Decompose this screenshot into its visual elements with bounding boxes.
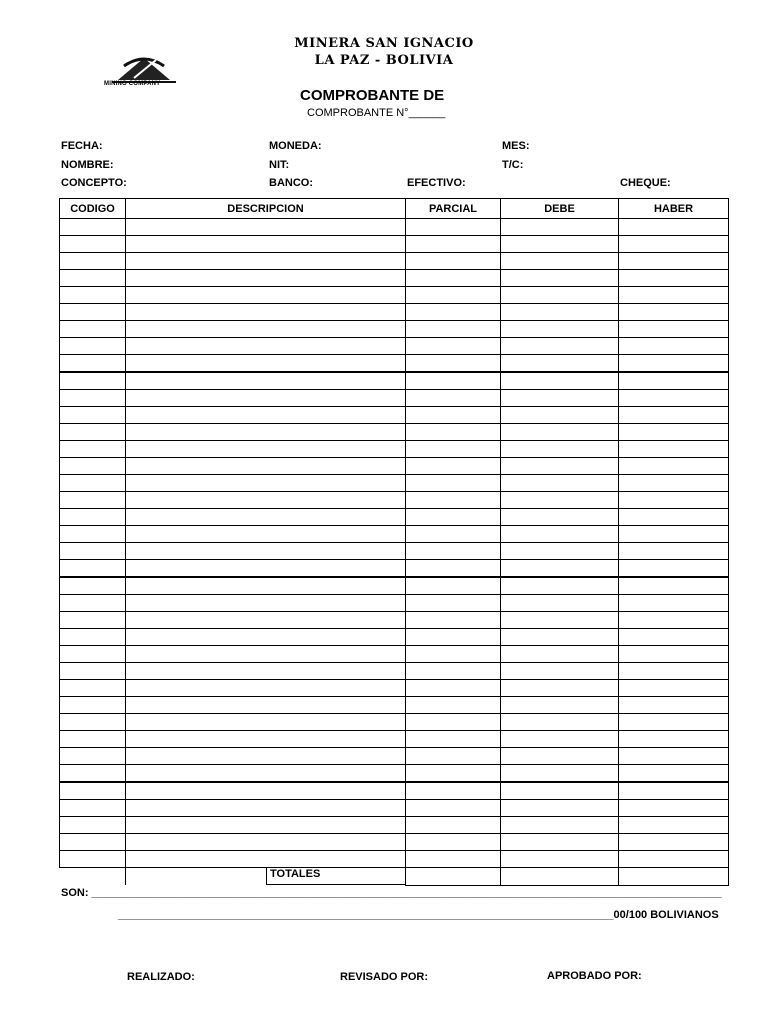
accounting-table [59, 198, 729, 886]
table-cell[interactable] [406, 817, 501, 834]
table-row[interactable] [60, 800, 729, 817]
table-cell[interactable] [619, 407, 729, 424]
table-cell[interactable] [619, 304, 729, 321]
table-cell[interactable] [406, 458, 501, 475]
table-cell[interactable] [60, 458, 126, 475]
table-cell[interactable] [126, 560, 406, 578]
table-cell[interactable] [501, 372, 619, 390]
table-cell[interactable] [501, 612, 619, 629]
table-cell[interactable] [60, 355, 126, 373]
table-row[interactable] [60, 219, 729, 236]
col-parcial: PARCIAL [406, 199, 501, 219]
table-cell[interactable] [501, 509, 619, 526]
table-cell[interactable] [406, 714, 501, 731]
table-cell[interactable] [60, 407, 126, 424]
table-cell[interactable] [406, 782, 501, 800]
table-cell[interactable] [501, 270, 619, 287]
table-cell[interactable] [619, 492, 729, 509]
table-row[interactable] [60, 458, 729, 475]
table-cell[interactable] [619, 270, 729, 287]
table-cell[interactable] [126, 424, 406, 441]
table-row[interactable] [60, 441, 729, 458]
table-row[interactable] [60, 765, 729, 783]
table-cell[interactable] [501, 390, 619, 407]
table-cell[interactable] [126, 526, 406, 543]
banco-label: BANCO: [269, 177, 313, 189]
table-cell[interactable] [406, 219, 501, 236]
table-row[interactable] [60, 714, 729, 731]
table-cell[interactable] [406, 304, 501, 321]
table-cell[interactable] [501, 782, 619, 800]
table-cell[interactable] [501, 765, 619, 783]
logo-caption: MINING COMPANY [104, 81, 161, 87]
table-cell[interactable] [126, 236, 406, 253]
table-cell[interactable] [126, 543, 406, 560]
amount-words-line: _________________________________________________________________________________00/100 BOLIVIANOS [118, 909, 719, 921]
table-cell[interactable] [60, 646, 126, 663]
table-cell[interactable] [619, 800, 729, 817]
table-cell[interactable] [501, 492, 619, 509]
table-cell[interactable] [406, 338, 501, 355]
fecha-label: FECHA: [61, 140, 103, 152]
table-cell[interactable] [619, 526, 729, 543]
table-cell[interactable] [501, 287, 619, 304]
table-cell[interactable] [619, 543, 729, 560]
table-cell[interactable] [501, 458, 619, 475]
table-cell[interactable] [501, 441, 619, 458]
table-cell[interactable] [60, 287, 126, 304]
table-cell[interactable] [619, 355, 729, 373]
table-cell[interactable] [60, 629, 126, 646]
table-cell[interactable] [406, 800, 501, 817]
table-row[interactable] [60, 407, 729, 424]
table-cell[interactable] [501, 731, 619, 748]
table-cell[interactable] [126, 595, 406, 612]
table-cell[interactable] [126, 577, 406, 595]
table-cell[interactable] [126, 338, 406, 355]
table-cell[interactable] [619, 321, 729, 338]
table-cell[interactable] [60, 509, 126, 526]
table-cell[interactable] [406, 612, 501, 629]
table-cell[interactable] [60, 492, 126, 509]
table-cell[interactable] [126, 321, 406, 338]
table-cell[interactable] [60, 782, 126, 800]
col-debe: DEBE [501, 199, 619, 219]
table-cell[interactable] [126, 287, 406, 304]
table-cell[interactable] [126, 253, 406, 270]
table-cell[interactable] [501, 338, 619, 355]
table-cell[interactable] [406, 492, 501, 509]
table-cell[interactable] [501, 817, 619, 834]
table-cell[interactable] [60, 424, 126, 441]
table-cell[interactable] [619, 595, 729, 612]
table-cell[interactable] [501, 646, 619, 663]
col-descripcion: DESCRIPCION [126, 199, 406, 219]
table-cell[interactable] [126, 834, 406, 851]
table-row[interactable] [60, 253, 729, 270]
table-cell[interactable] [406, 509, 501, 526]
table-cell[interactable] [501, 834, 619, 851]
table-cell[interactable] [126, 851, 406, 868]
table-cell[interactable] [60, 851, 126, 868]
table-row[interactable] [60, 577, 729, 595]
table-cell[interactable] [60, 595, 126, 612]
table-cell[interactable] [126, 390, 406, 407]
totals-cell[interactable] [619, 868, 729, 886]
table-cell[interactable] [619, 629, 729, 646]
table-row[interactable] [60, 663, 729, 680]
table-cell[interactable] [619, 817, 729, 834]
table-row[interactable] [60, 321, 729, 338]
table-cell[interactable] [406, 680, 501, 697]
table-cell[interactable] [126, 765, 406, 783]
table-cell[interactable] [60, 253, 126, 270]
table-cell[interactable] [501, 321, 619, 338]
table-cell[interactable] [619, 731, 729, 748]
totals-label-cell [126, 868, 406, 886]
table-cell[interactable] [60, 663, 126, 680]
mes-label: MES: [502, 140, 530, 152]
efectivo-label: EFECTIVO: [407, 177, 466, 189]
table-cell[interactable] [60, 543, 126, 560]
table-cell[interactable] [126, 492, 406, 509]
table-cell[interactable] [126, 646, 406, 663]
table-row[interactable] [60, 629, 729, 646]
table-cell[interactable] [406, 287, 501, 304]
table-cell[interactable] [406, 424, 501, 441]
table-row[interactable] [60, 424, 729, 441]
table-cell[interactable] [501, 663, 619, 680]
table-cell[interactable] [60, 526, 126, 543]
totals-cell[interactable] [406, 868, 501, 886]
table-cell[interactable] [60, 680, 126, 697]
table-row[interactable] [60, 287, 729, 304]
totals-cell[interactable] [501, 868, 619, 886]
moneda-label: MONEDA: [269, 140, 322, 152]
table-row[interactable] [60, 748, 729, 765]
table-row[interactable] [60, 492, 729, 509]
table-cell[interactable] [126, 748, 406, 765]
table-cell[interactable] [126, 458, 406, 475]
table-cell[interactable] [60, 441, 126, 458]
table-row[interactable] [60, 697, 729, 714]
concepto-label: CONCEPTO: [61, 177, 127, 189]
table-cell[interactable] [126, 407, 406, 424]
table-header-row [60, 199, 729, 219]
table-cell[interactable] [501, 560, 619, 578]
table-row[interactable] [60, 236, 729, 253]
company-location: LA PAZ - BOLIVIA [314, 53, 454, 68]
table-cell[interactable] [406, 253, 501, 270]
table-cell[interactable] [60, 338, 126, 355]
table-cell[interactable] [619, 372, 729, 390]
table-cell[interactable] [126, 663, 406, 680]
company-logo [104, 52, 184, 100]
table-cell[interactable] [619, 765, 729, 783]
table-cell[interactable] [406, 441, 501, 458]
table-cell[interactable] [619, 646, 729, 663]
table-cell[interactable] [619, 782, 729, 800]
table-cell[interactable] [406, 765, 501, 783]
table-cell[interactable] [60, 560, 126, 578]
table-cell[interactable] [126, 697, 406, 714]
table-cell[interactable] [60, 270, 126, 287]
table-cell[interactable] [501, 714, 619, 731]
table-row[interactable] [60, 509, 729, 526]
table-cell[interactable] [126, 441, 406, 458]
totals-row [60, 868, 729, 886]
realizado-label: REALIZADO: [127, 971, 195, 983]
table-cell[interactable] [60, 372, 126, 390]
nit-label: NIT: [269, 159, 290, 171]
table-cell[interactable] [619, 680, 729, 697]
table-cell[interactable] [501, 236, 619, 253]
table-cell[interactable] [501, 304, 619, 321]
table-cell[interactable] [406, 697, 501, 714]
table-row[interactable] [60, 834, 729, 851]
table-cell[interactable] [60, 236, 126, 253]
table-cell[interactable] [619, 560, 729, 578]
table-row[interactable] [60, 270, 729, 287]
table-cell[interactable] [406, 595, 501, 612]
table-cell[interactable] [501, 748, 619, 765]
table-cell[interactable] [501, 595, 619, 612]
table-cell[interactable] [126, 355, 406, 373]
pickaxe-icon [104, 52, 184, 84]
table-row[interactable] [60, 304, 729, 321]
voucher-number: COMPROBANTE N°______ [307, 107, 446, 119]
table-cell[interactable] [406, 748, 501, 765]
table-row[interactable] [60, 390, 729, 407]
table-cell[interactable] [619, 219, 729, 236]
table-row[interactable] [60, 646, 729, 663]
revisado-label: REVISADO POR: [340, 971, 429, 983]
table-cell[interactable] [406, 851, 501, 868]
table-cell[interactable] [619, 475, 729, 492]
table-cell[interactable] [619, 697, 729, 714]
table-cell[interactable] [126, 731, 406, 748]
table-cell[interactable] [60, 834, 126, 851]
table-cell[interactable] [406, 236, 501, 253]
table-cell[interactable] [60, 697, 126, 714]
table-cell[interactable] [619, 441, 729, 458]
table-cell[interactable] [126, 612, 406, 629]
table-cell[interactable] [501, 526, 619, 543]
table-cell[interactable] [619, 287, 729, 304]
table-cell[interactable] [619, 338, 729, 355]
table-cell[interactable] [126, 817, 406, 834]
table-cell[interactable] [126, 372, 406, 390]
table-cell[interactable] [406, 577, 501, 595]
table-cell[interactable] [60, 475, 126, 492]
nombre-label: NOMBRE: [61, 159, 114, 171]
table-cell[interactable] [60, 304, 126, 321]
table-cell[interactable] [406, 321, 501, 338]
table-cell[interactable] [619, 390, 729, 407]
table-cell[interactable] [60, 800, 126, 817]
table-cell[interactable] [126, 680, 406, 697]
table-cell[interactable] [406, 646, 501, 663]
table-row[interactable] [60, 851, 729, 868]
table-cell[interactable] [619, 509, 729, 526]
table-cell[interactable] [619, 236, 729, 253]
table-cell[interactable] [406, 543, 501, 560]
table-row[interactable] [60, 680, 729, 697]
totals-blank [60, 868, 126, 886]
table-cell[interactable] [619, 851, 729, 868]
table-row[interactable] [60, 526, 729, 543]
table-cell[interactable] [406, 834, 501, 851]
table-cell[interactable] [501, 577, 619, 595]
table-cell[interactable] [501, 697, 619, 714]
document-title: COMPROBANTE DE [300, 87, 445, 104]
table-row[interactable] [60, 338, 729, 355]
table-cell[interactable] [406, 390, 501, 407]
table-cell[interactable] [406, 663, 501, 680]
table-cell[interactable] [619, 663, 729, 680]
table-row[interactable] [60, 475, 729, 492]
table-cell[interactable] [501, 680, 619, 697]
table-cell[interactable] [406, 270, 501, 287]
table-cell[interactable] [60, 390, 126, 407]
table-cell[interactable] [619, 714, 729, 731]
table-cell[interactable] [619, 577, 729, 595]
table-cell[interactable] [60, 817, 126, 834]
table-row[interactable] [60, 731, 729, 748]
table-cell[interactable] [501, 407, 619, 424]
table-cell[interactable] [501, 475, 619, 492]
table-row[interactable] [60, 817, 729, 834]
table-cell[interactable] [406, 475, 501, 492]
table-row[interactable] [60, 782, 729, 800]
table-cell[interactable] [126, 475, 406, 492]
table-cell[interactable] [406, 731, 501, 748]
table-cell[interactable] [406, 355, 501, 373]
table-cell[interactable] [501, 629, 619, 646]
table-row[interactable] [60, 560, 729, 578]
table-cell[interactable] [60, 219, 126, 236]
table-cell[interactable] [619, 458, 729, 475]
table-row[interactable] [60, 372, 729, 390]
table-cell[interactable] [406, 560, 501, 578]
company-name: MINERA SAN IGNACIO [294, 36, 474, 51]
table-cell[interactable] [406, 407, 501, 424]
table-cell[interactable] [126, 714, 406, 731]
table-cell[interactable] [619, 748, 729, 765]
table-cell[interactable] [619, 424, 729, 441]
table-cell[interactable] [126, 219, 406, 236]
table-cell[interactable] [60, 612, 126, 629]
table-cell[interactable] [406, 372, 501, 390]
table-cell[interactable] [60, 321, 126, 338]
table-cell[interactable] [501, 543, 619, 560]
table-cell[interactable] [501, 253, 619, 270]
table-cell[interactable] [126, 304, 406, 321]
table-cell[interactable] [501, 219, 619, 236]
table-cell[interactable] [126, 629, 406, 646]
table-cell[interactable] [619, 834, 729, 851]
tc-label: T/C: [502, 159, 524, 171]
table-cell[interactable] [501, 800, 619, 817]
son-line: SON: _______________________________________________________________________________________________________ [61, 887, 722, 899]
table-row[interactable] [60, 595, 729, 612]
table-cell[interactable] [60, 748, 126, 765]
table-cell[interactable] [60, 577, 126, 595]
aprobado-label: APROBADO POR: [547, 970, 642, 982]
table-cell[interactable] [126, 782, 406, 800]
table-cell[interactable] [501, 851, 619, 868]
table-cell[interactable] [619, 253, 729, 270]
table-cell[interactable] [126, 509, 406, 526]
table-row[interactable] [60, 543, 729, 560]
table-cell[interactable] [406, 629, 501, 646]
cheque-label: CHEQUE: [620, 177, 671, 189]
table-cell[interactable] [406, 526, 501, 543]
table-row[interactable] [60, 612, 729, 629]
table-cell[interactable] [60, 714, 126, 731]
table-cell[interactable] [126, 270, 406, 287]
table-cell[interactable] [619, 612, 729, 629]
table-cell[interactable] [501, 424, 619, 441]
table-cell[interactable] [60, 765, 126, 783]
table-cell[interactable] [60, 731, 126, 748]
table-row[interactable] [60, 355, 729, 373]
col-haber: HABER [619, 199, 729, 219]
table-cell[interactable] [501, 355, 619, 373]
totals-label: TOTALES [266, 868, 405, 885]
col-codigo: CODIGO [60, 199, 126, 219]
table-cell[interactable] [126, 800, 406, 817]
